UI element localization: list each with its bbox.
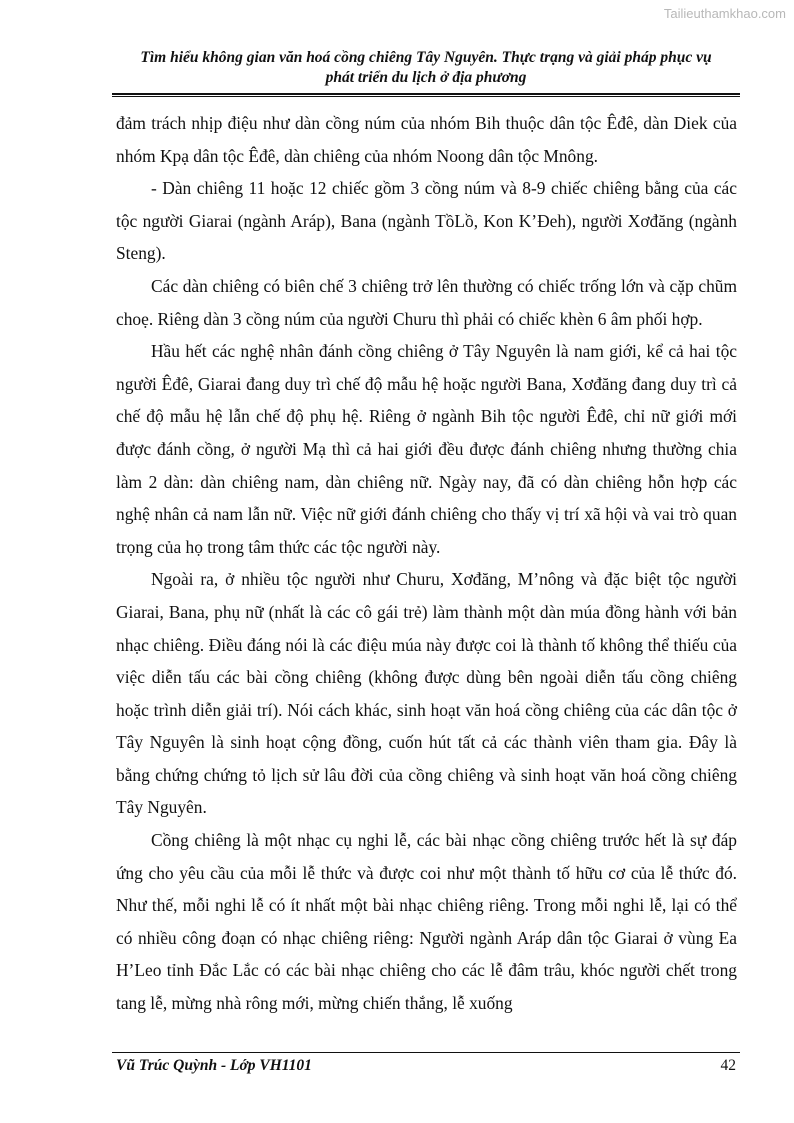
header-title-line-1: Tìm hiểu không gian văn hoá cồng chiêng Tây Nguyên. Thực trạng và giải pháp phục vụ	[140, 49, 712, 66]
paragraph-5: Ngoài ra, ở nhiều tộc người như Churu, Xơđăng, M’nông và đặc biệt tộc người Giarai, Bana, phụ nữ (nhất là các cô gái trẻ) làm thành một dàn múa đồng hành với bản nhạc chiêng. Điều đáng nói là các điệu múa này được coi là thành tố không thể thiếu của việc diễn tấu các bài cồng chiêng (không được dùng bên ngoài diễn tấu cồng chiêng hoặc trình diễn giải trí). Nói cách khác, sinh hoạt văn hoá cồng chiêng của các dân tộc ở Tây Nguyên là sinh hoạt cộng đồng, cuốn hút tất cả các thành viên tham gia. Đây là bằng chứng chứng tỏ lịch sử lâu đời của cồng chiêng và sinh hoạt văn hoá cồng chiêng Tây Nguyên.	[116, 569, 737, 818]
paragraph-1: đảm trách nhịp điệu như dàn cồng núm của nhóm Bih thuộc dân tộc Êđê, dàn Diek của nhóm Kpạ dân tộc Êđê, dàn chiêng của nhóm Noong dân tộc Mnông.	[116, 113, 737, 166]
footer-divider	[112, 1052, 740, 1053]
header-divider	[112, 93, 740, 97]
paragraph-4: Hầu hết các nghệ nhân đánh cồng chiêng ở Tây Nguyên là nam giới, kể cả hai tộc người Êđê, Giarai đang duy trì chế độ mẫu hệ hoặc người Bana, Xơđăng đang duy trì cả chế độ mẫu hệ lẫn chế độ phụ hệ. Riêng ở ngành Bih tộc người Êđê, chỉ nữ giới mới được đánh cồng, ở người Mạ thì cả hai giới đều được đánh chiêng nhưng thường chia làm 2 dàn: dàn chiêng nam, dàn chiêng nữ. Ngày nay, đã có dàn chiêng hỗn hợp các nghệ nhân cả nam lẫn nữ. Việc nữ giới đánh chiêng cho thấy vị trí xã hội và vai trò quan trọng của họ trong tâm thức các tộc người này.	[116, 341, 737, 557]
paragraph-2: - Dàn chiêng 11 hoặc 12 chiếc gồm 3 cồng núm và 8-9 chiếc chiêng bằng của các tộc người Giarai (ngành Aráp), Bana (ngành TồLồ, Kon K’Đeh), người Xơđăng (ngành Steng).	[116, 178, 737, 264]
document-body	[116, 107, 737, 1020]
header-title-line-2: phát triển du lịch ở địa phương	[325, 69, 527, 86]
watermark: Tailieuthamkhao.com	[663, 6, 786, 21]
page-number: 42	[720, 1057, 736, 1074]
paragraph-3: Các dàn chiêng có biên chế 3 chiêng trở lên thường có chiếc trống lớn và cặp chũm choẹ. Riêng dàn 3 cồng núm của người Churu thì phải có chiếc khèn 6 âm phối hợp.	[116, 275, 737, 329]
page-header-title	[112, 48, 740, 88]
paragraph-6: Cồng chiêng là một nhạc cụ nghi lễ, các bài nhạc cồng chiêng trước hết là sự đáp ứng cho yêu cầu của mỗi lễ thức và được coi như một thành tố hữu cơ của lễ thức đó. Như thế, mỗi nghi lễ có ít nhất một bài nhạc chiêng riêng. Trong mỗi nghi lễ, lại có thể có nhiều công đoạn có nhạc chiêng riêng: Người ngành Aráp dân tộc Giarai ở vùng Ea H’Leo tỉnh Đắc Lắc có các bài nhạc chiêng cho các lễ đâm trâu, khóc người chết trong tang lễ, mừng nhà rông mới, mừng chiến thắng, lễ xuống	[116, 830, 737, 1014]
footer-author: Vũ Trúc Quỳnh - Lớp VH1101	[116, 1057, 312, 1074]
